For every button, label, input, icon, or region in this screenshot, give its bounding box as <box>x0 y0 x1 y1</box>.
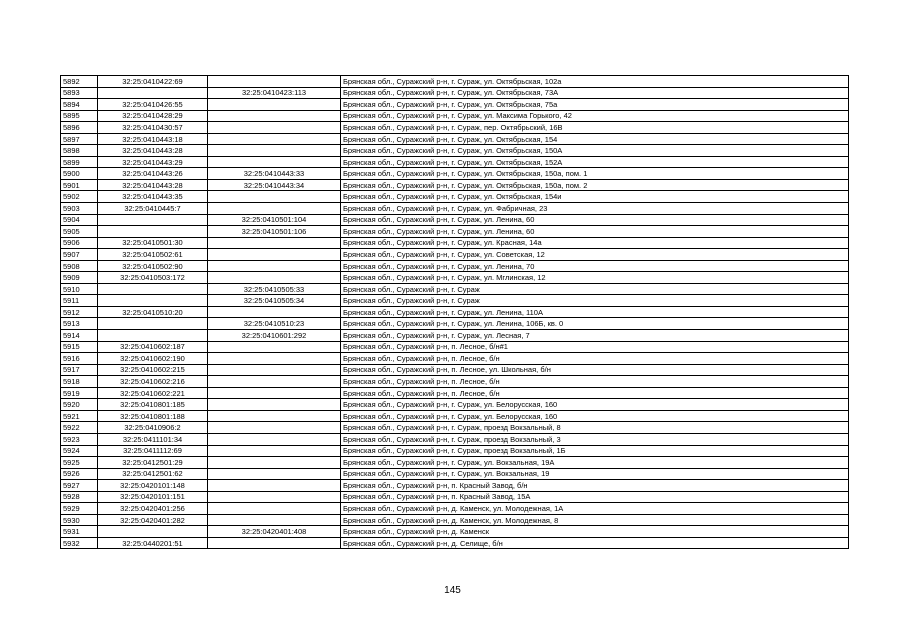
address-cell: Брянская обл., Суражский р-н, г. Сураж, ул. Белорусская, 160 <box>341 399 849 411</box>
row-number-cell: 5931 <box>61 526 98 538</box>
row-number-cell: 5912 <box>61 306 98 318</box>
table-row <box>61 318 849 330</box>
address-cell: Брянская обл., Суражский р-н, п. Лесное, б/н <box>341 353 849 365</box>
cadastral-number-cell <box>98 283 208 295</box>
secondary-cadastral-number-cell: 32:25:0410510:23 <box>208 318 341 330</box>
address-cell: Брянская обл., Суражский р-н, г. Сураж, ул. Советская, 12 <box>341 249 849 261</box>
row-number-cell: 5909 <box>61 272 98 284</box>
table-row <box>61 272 849 284</box>
row-number-cell: 5925 <box>61 457 98 469</box>
address-cell: Брянская обл., Суражский р-н, г. Сураж, проезд Вокзальный, 1Б <box>341 445 849 457</box>
secondary-cadastral-number-cell <box>208 387 341 399</box>
secondary-cadastral-number-cell <box>208 191 341 203</box>
cadastral-number-cell: 32:25:0410801:188 <box>98 410 208 422</box>
cadastral-number-cell: 32:25:0410443:18 <box>98 133 208 145</box>
table-row <box>61 156 849 168</box>
address-cell: Брянская обл., Суражский р-н, г. Сураж, пер. Октябрьский, 16В <box>341 122 849 134</box>
address-cell: Брянская обл., Суражский р-н, г. Сураж, ул. Октябрьская, 150А <box>341 145 849 157</box>
secondary-cadastral-number-cell: 32:25:0410501:106 <box>208 226 341 238</box>
cadastral-number-cell: 32:25:0410501:30 <box>98 237 208 249</box>
address-cell: Брянская обл., Суражский р-н, г. Сураж, ул. Октябрьская, 150а, пом. 2 <box>341 179 849 191</box>
address-cell: Брянская обл., Суражский р-н, д. Каменск, ул. Молодежная, 1А <box>341 503 849 515</box>
table-row <box>61 433 849 445</box>
secondary-cadastral-number-cell <box>208 76 341 88</box>
cadastral-number-cell: 32:25:0410428:29 <box>98 110 208 122</box>
cadastral-number-cell: 32:25:0410426:55 <box>98 99 208 111</box>
secondary-cadastral-number-cell <box>208 445 341 457</box>
registry-table-body <box>61 76 849 549</box>
table-row <box>61 168 849 180</box>
table-row <box>61 203 849 215</box>
row-number-cell: 5904 <box>61 214 98 226</box>
secondary-cadastral-number-cell <box>208 480 341 492</box>
secondary-cadastral-number-cell <box>208 410 341 422</box>
address-cell: Брянская обл., Суражский р-н, г. Сураж, ул. Мглинская, 12 <box>341 272 849 284</box>
row-number-cell: 5902 <box>61 191 98 203</box>
cadastral-number-cell: 32:25:0411101:34 <box>98 433 208 445</box>
secondary-cadastral-number-cell: 32:25:0410443:33 <box>208 168 341 180</box>
cadastral-number-cell: 32:25:0410602:221 <box>98 387 208 399</box>
table-row <box>61 387 849 399</box>
table-row <box>61 214 849 226</box>
table-row <box>61 237 849 249</box>
cadastral-number-cell: 32:25:0410443:35 <box>98 191 208 203</box>
table-row <box>61 537 849 549</box>
row-number-cell: 5918 <box>61 376 98 388</box>
address-cell: Брянская обл., Суражский р-н, п. Лесное, б/н#1 <box>341 341 849 353</box>
row-number-cell: 5919 <box>61 387 98 399</box>
table-row <box>61 341 849 353</box>
table-row <box>61 526 849 538</box>
table-row <box>61 306 849 318</box>
address-cell: Брянская обл., Суражский р-н, п. Красный Завод, 15А <box>341 491 849 503</box>
row-number-cell: 5899 <box>61 156 98 168</box>
secondary-cadastral-number-cell <box>208 110 341 122</box>
table-row <box>61 145 849 157</box>
address-cell: Брянская обл., Суражский р-н, д. Селище, б/н <box>341 537 849 549</box>
secondary-cadastral-number-cell <box>208 237 341 249</box>
row-number-cell: 5905 <box>61 226 98 238</box>
table-row <box>61 87 849 99</box>
row-number-cell: 5908 <box>61 260 98 272</box>
cadastral-number-cell: 32:25:0410443:28 <box>98 145 208 157</box>
secondary-cadastral-number-cell <box>208 514 341 526</box>
secondary-cadastral-number-cell <box>208 353 341 365</box>
table-row <box>61 514 849 526</box>
table-row <box>61 99 849 111</box>
table-row <box>61 422 849 434</box>
address-cell: Брянская обл., Суражский р-н, г. Сураж, ул. Ленина, 106Б, кв. 0 <box>341 318 849 330</box>
table-row <box>61 110 849 122</box>
table-row <box>61 364 849 376</box>
row-number-cell: 5932 <box>61 537 98 549</box>
cadastral-number-cell: 32:25:0410801:185 <box>98 399 208 411</box>
cadastral-number-cell: 32:25:0410502:90 <box>98 260 208 272</box>
row-number-cell: 5901 <box>61 179 98 191</box>
table-row <box>61 295 849 307</box>
cadastral-number-cell: 32:25:0410602:215 <box>98 364 208 376</box>
address-cell: Брянская обл., Суражский р-н, г. Сураж, ул. Октябрьская, 154 <box>341 133 849 145</box>
cadastral-number-cell <box>98 226 208 238</box>
row-number-cell: 5922 <box>61 422 98 434</box>
row-number-cell: 5894 <box>61 99 98 111</box>
table-row <box>61 191 849 203</box>
address-cell: Брянская обл., Суражский р-н, г. Сураж, ул. Лесная, 7 <box>341 330 849 342</box>
row-number-cell: 5915 <box>61 341 98 353</box>
cadastral-number-cell: 32:25:0411112:69 <box>98 445 208 457</box>
row-number-cell: 5927 <box>61 480 98 492</box>
row-number-cell: 5923 <box>61 433 98 445</box>
address-cell: Брянская обл., Суражский р-н, п. Лесное, б/н <box>341 387 849 399</box>
secondary-cadastral-number-cell <box>208 503 341 515</box>
cadastral-number-cell: 32:25:0410422:69 <box>98 76 208 88</box>
table-row <box>61 445 849 457</box>
table-row <box>61 133 849 145</box>
row-number-cell: 5929 <box>61 503 98 515</box>
cadastral-number-cell: 32:25:0410906:2 <box>98 422 208 434</box>
row-number-cell: 5895 <box>61 110 98 122</box>
address-cell: Брянская обл., Суражский р-н, г. Сураж, ул. Ленина, 110А <box>341 306 849 318</box>
row-number-cell: 5916 <box>61 353 98 365</box>
row-number-cell: 5903 <box>61 203 98 215</box>
secondary-cadastral-number-cell <box>208 457 341 469</box>
secondary-cadastral-number-cell <box>208 376 341 388</box>
table-row <box>61 353 849 365</box>
row-number-cell: 5906 <box>61 237 98 249</box>
secondary-cadastral-number-cell <box>208 99 341 111</box>
secondary-cadastral-number-cell <box>208 537 341 549</box>
secondary-cadastral-number-cell <box>208 260 341 272</box>
address-cell: Брянская обл., Суражский р-н, г. Сураж, ул. Белорусская, 160 <box>341 410 849 422</box>
secondary-cadastral-number-cell <box>208 145 341 157</box>
row-number-cell: 5914 <box>61 330 98 342</box>
address-cell: Брянская обл., Суражский р-н, п. Лесное, ул. Школьная, б/н <box>341 364 849 376</box>
address-cell: Брянская обл., Суражский р-н, г. Сураж, ул. Октябрьская, 102а <box>341 76 849 88</box>
address-cell: Брянская обл., Суражский р-н, г. Сураж, ул. Фабричная, 23 <box>341 203 849 215</box>
row-number-cell: 5913 <box>61 318 98 330</box>
secondary-cadastral-number-cell <box>208 364 341 376</box>
table-row <box>61 76 849 88</box>
table-row <box>61 457 849 469</box>
secondary-cadastral-number-cell: 32:25:0410423:113 <box>208 87 341 99</box>
address-cell: Брянская обл., Суражский р-н, г. Сураж, проезд Вокзальный, 8 <box>341 422 849 434</box>
secondary-cadastral-number-cell <box>208 399 341 411</box>
cadastral-number-cell: 32:25:0410502:61 <box>98 249 208 261</box>
table-row <box>61 410 849 422</box>
row-number-cell: 5930 <box>61 514 98 526</box>
cadastral-number-cell: 32:25:0420401:256 <box>98 503 208 515</box>
secondary-cadastral-number-cell: 32:25:0410443:34 <box>208 179 341 191</box>
address-cell: Брянская обл., Суражский р-н, г. Сураж, ул. Октябрьская, 152А <box>341 156 849 168</box>
table-row <box>61 283 849 295</box>
table-row <box>61 122 849 134</box>
address-cell: Брянская обл., Суражский р-н, г. Сураж, ул. Октябрьская, 75а <box>341 99 849 111</box>
table-row <box>61 376 849 388</box>
address-cell: Брянская обл., Суражский р-н, г. Сураж, ул. Октябрьская, 150а, пом. 1 <box>341 168 849 180</box>
cadastral-number-cell: 32:25:0410443:29 <box>98 156 208 168</box>
page-number: 145 <box>444 585 461 596</box>
cadastral-number-cell <box>98 318 208 330</box>
cadastral-number-cell: 32:25:0410602:216 <box>98 376 208 388</box>
secondary-cadastral-number-cell <box>208 341 341 353</box>
secondary-cadastral-number-cell <box>208 491 341 503</box>
row-number-cell: 5920 <box>61 399 98 411</box>
table-row <box>61 491 849 503</box>
address-cell: Брянская обл., Суражский р-н, г. Сураж, ул. Октябрьская, 154и <box>341 191 849 203</box>
cadastral-number-cell: 32:25:0420101:148 <box>98 480 208 492</box>
cadastral-number-cell: 32:25:0410443:28 <box>98 179 208 191</box>
table-row <box>61 480 849 492</box>
address-cell: Брянская обл., Суражский р-н, г. Сураж, ул. Ленина, 60 <box>341 226 849 238</box>
address-cell: Брянская обл., Суражский р-н, г. Сураж, ул. Ленина, 70 <box>341 260 849 272</box>
row-number-cell: 5897 <box>61 133 98 145</box>
cadastral-number-cell: 32:25:0420101:151 <box>98 491 208 503</box>
address-cell: Брянская обл., Суражский р-н, г. Сураж <box>341 283 849 295</box>
cadastral-number-cell: 32:25:0410443:26 <box>98 168 208 180</box>
address-cell: Брянская обл., Суражский р-н, п. Красный Завод, б/н <box>341 480 849 492</box>
table-row <box>61 249 849 261</box>
table-row <box>61 503 849 515</box>
address-cell: Брянская обл., Суражский р-н, г. Сураж, проезд Вокзальный, 3 <box>341 433 849 445</box>
table-row <box>61 399 849 411</box>
secondary-cadastral-number-cell <box>208 306 341 318</box>
address-cell: Брянская обл., Суражский р-н, г. Сураж, ул. Красная, 14а <box>341 237 849 249</box>
table-row <box>61 260 849 272</box>
secondary-cadastral-number-cell <box>208 468 341 480</box>
secondary-cadastral-number-cell <box>208 433 341 445</box>
address-cell: Брянская обл., Суражский р-н, г. Сураж <box>341 295 849 307</box>
row-number-cell: 5892 <box>61 76 98 88</box>
address-cell: Брянская обл., Суражский р-н, д. Каменск <box>341 526 849 538</box>
table-row <box>61 330 849 342</box>
address-cell: Брянская обл., Суражский р-н, г. Сураж, ул. Ленина, 60 <box>341 214 849 226</box>
row-number-cell: 5917 <box>61 364 98 376</box>
cadastral-number-cell <box>98 526 208 538</box>
secondary-cadastral-number-cell <box>208 422 341 434</box>
row-number-cell: 5896 <box>61 122 98 134</box>
cadastral-number-cell: 32:25:0410430:57 <box>98 122 208 134</box>
row-number-cell: 5924 <box>61 445 98 457</box>
cadastral-number-cell: 32:25:0420401:282 <box>98 514 208 526</box>
secondary-cadastral-number-cell: 32:25:0410501:104 <box>208 214 341 226</box>
row-number-cell: 5926 <box>61 468 98 480</box>
cadastral-number-cell: 32:25:0410510:20 <box>98 306 208 318</box>
address-cell: Брянская обл., Суражский р-н, г. Сураж, ул. Октябрьская, 73А <box>341 87 849 99</box>
secondary-cadastral-number-cell: 32:25:0410505:34 <box>208 295 341 307</box>
table-row <box>61 179 849 191</box>
row-number-cell: 5900 <box>61 168 98 180</box>
cadastral-number-cell: 32:25:0410602:190 <box>98 353 208 365</box>
cadastral-number-cell <box>98 87 208 99</box>
property-registry-table <box>60 75 849 549</box>
secondary-cadastral-number-cell <box>208 122 341 134</box>
cadastral-number-cell <box>98 214 208 226</box>
secondary-cadastral-number-cell: 32:25:0410505:33 <box>208 283 341 295</box>
cadastral-number-cell: 32:25:0412501:29 <box>98 457 208 469</box>
secondary-cadastral-number-cell <box>208 203 341 215</box>
secondary-cadastral-number-cell <box>208 272 341 284</box>
secondary-cadastral-number-cell <box>208 133 341 145</box>
row-number-cell: 5921 <box>61 410 98 422</box>
secondary-cadastral-number-cell: 32:25:0410601:292 <box>208 330 341 342</box>
address-cell: Брянская обл., Суражский р-н, п. Лесное, б/н <box>341 376 849 388</box>
cadastral-number-cell <box>98 295 208 307</box>
table-row <box>61 226 849 238</box>
secondary-cadastral-number-cell <box>208 156 341 168</box>
cadastral-number-cell: 32:25:0412501:62 <box>98 468 208 480</box>
cadastral-number-cell: 32:25:0440201:51 <box>98 537 208 549</box>
address-cell: Брянская обл., Суражский р-н, г. Сураж, ул. Вокзальная, 19 <box>341 468 849 480</box>
address-cell: Брянская обл., Суражский р-н, д. Каменск, ул. Молодежная, 8 <box>341 514 849 526</box>
row-number-cell: 5910 <box>61 283 98 295</box>
row-number-cell: 5893 <box>61 87 98 99</box>
address-cell: Брянская обл., Суражский р-н, г. Сураж, ул. Вокзальная, 19А <box>341 457 849 469</box>
cadastral-number-cell: 32:25:0410503:172 <box>98 272 208 284</box>
secondary-cadastral-number-cell: 32:25:0420401:408 <box>208 526 341 538</box>
row-number-cell: 5928 <box>61 491 98 503</box>
cadastral-number-cell <box>98 330 208 342</box>
address-cell: Брянская обл., Суражский р-н, г. Сураж, ул. Максима Горького, 42 <box>341 110 849 122</box>
cadastral-number-cell: 32:25:0410602:187 <box>98 341 208 353</box>
table-row <box>61 468 849 480</box>
row-number-cell: 5898 <box>61 145 98 157</box>
row-number-cell: 5911 <box>61 295 98 307</box>
row-number-cell: 5907 <box>61 249 98 261</box>
cadastral-number-cell: 32:25:0410445:7 <box>98 203 208 215</box>
secondary-cadastral-number-cell <box>208 249 341 261</box>
